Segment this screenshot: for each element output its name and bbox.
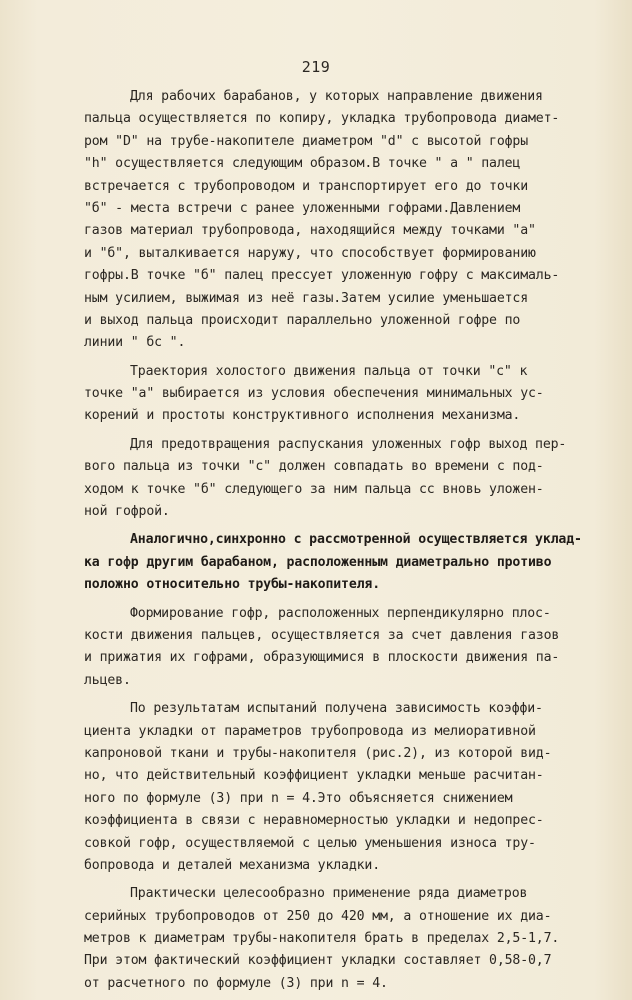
text-line: кости движения пальцев, осуществляется за счет давления газов [84, 627, 560, 643]
text-line: Траектория холостого движения пальца от точки "с" к [130, 363, 528, 379]
text-line: Для рабочих барабанов, у которых направление движения [130, 89, 543, 104]
text-line: ка гофр другим барабаном, расположенным диаметрально противо [84, 554, 552, 570]
paragraph [84, 883, 594, 995]
text-line: и "б", выталкивается наружу, что способствует формированию [84, 245, 536, 261]
text-line: вого пальца из точки "с" должен совпадать во времени с под- [84, 459, 544, 475]
text-line: ходом к точке "б" следующего за ним пальца сс вновь уложен- [84, 481, 544, 497]
text-line: газов материал трубопровода, находящийся между точками "a" [84, 223, 536, 239]
text-line: ным усилием, выжимая из неё газы.Затем усилие уменьшается [84, 290, 529, 306]
text-line: точке "a" выбирается из условия обеспечения минимальных ус- [84, 386, 544, 402]
paragraph [84, 603, 594, 693]
paragraph [84, 698, 594, 877]
text-line: "б" - места встречи с ранее уложенными гофрами.Давлением [84, 200, 521, 216]
text-line: ром "D" на трубе-накопителе диаметром "d" с высотой гофры [84, 133, 529, 149]
text-line: "h" осуществляется следующим образом.В точке " a " палец [84, 156, 521, 172]
text-line: встречается с трубопроводом и транспортирует его до точки [84, 178, 529, 194]
text-line: и прижатия их гофрами, образующимися в плоскости движения па- [84, 650, 560, 666]
text-line: капроновой ткани и трубы-накопителя (рис.2), из которой вид- [84, 745, 552, 761]
text-line: Формирование гофр, расположенных перпендикулярно плос- [130, 605, 551, 621]
text-line: Для предотвращения распускания уложенных гофр выход пер- [130, 436, 567, 452]
text-line: метров к диаметрам трубы-накопителя брать в пределах 2,5-1,7. [84, 931, 560, 947]
text-line: линии " бс ". [84, 335, 186, 351]
text-line: положно относительно трубы-накопителя. [84, 577, 381, 593]
paragraph [84, 86, 594, 355]
text-line: корений и простоты конструктивного исполнения механизма. [84, 408, 521, 424]
text-line: При этом фактический коэффициент укладки составляет 0,58-0,7 [84, 953, 552, 969]
text-line: и выход пальца происходит параллельно уложенной гофре по [84, 312, 521, 328]
text-line: ного по формуле (3) при n = 4.Это объясняется снижением [84, 790, 513, 806]
text-line: коэффициента в связи с неравномерностью укладки и недопрес- [84, 813, 544, 829]
text-line: от расчетного по формуле (3) при n = 4. [84, 975, 388, 991]
text-line: совкой гофр, осуществляемой с целью уменьшения износа тру- [84, 835, 536, 851]
text-line: льцев. [84, 672, 131, 688]
text-line: но, что действительный коэффициент укладки меньше расчитан- [84, 768, 544, 784]
text-line: Аналогично,синхронно с рассмотренной осуществляется уклад- [130, 532, 582, 548]
text-line: ной гофрой. [84, 504, 170, 520]
paragraph [84, 361, 594, 428]
page-number: 219 [301, 58, 331, 76]
text-line: Практически целесообразно применение ряда диаметров [130, 886, 528, 902]
paragraph [84, 529, 594, 596]
text-line: По результатам испытаний получена зависимость коэффи- [130, 701, 543, 717]
text-line: циента укладки от параметров трубопровода из мелиоративной [84, 723, 536, 739]
text-line: пальца осуществляется по копиру, укладка трубопровода диамет- [84, 111, 560, 127]
text-line: серийных трубопроводов от 250 до 420 мм, а отношение их диа- [84, 908, 552, 924]
text-line: гофры.В точке "б" палец прессует уложенную гофру с максималь- [84, 268, 560, 284]
body-text [84, 86, 594, 995]
paragraph [84, 434, 594, 524]
text-line: бопровода и деталей механизма укладки. [84, 857, 381, 873]
